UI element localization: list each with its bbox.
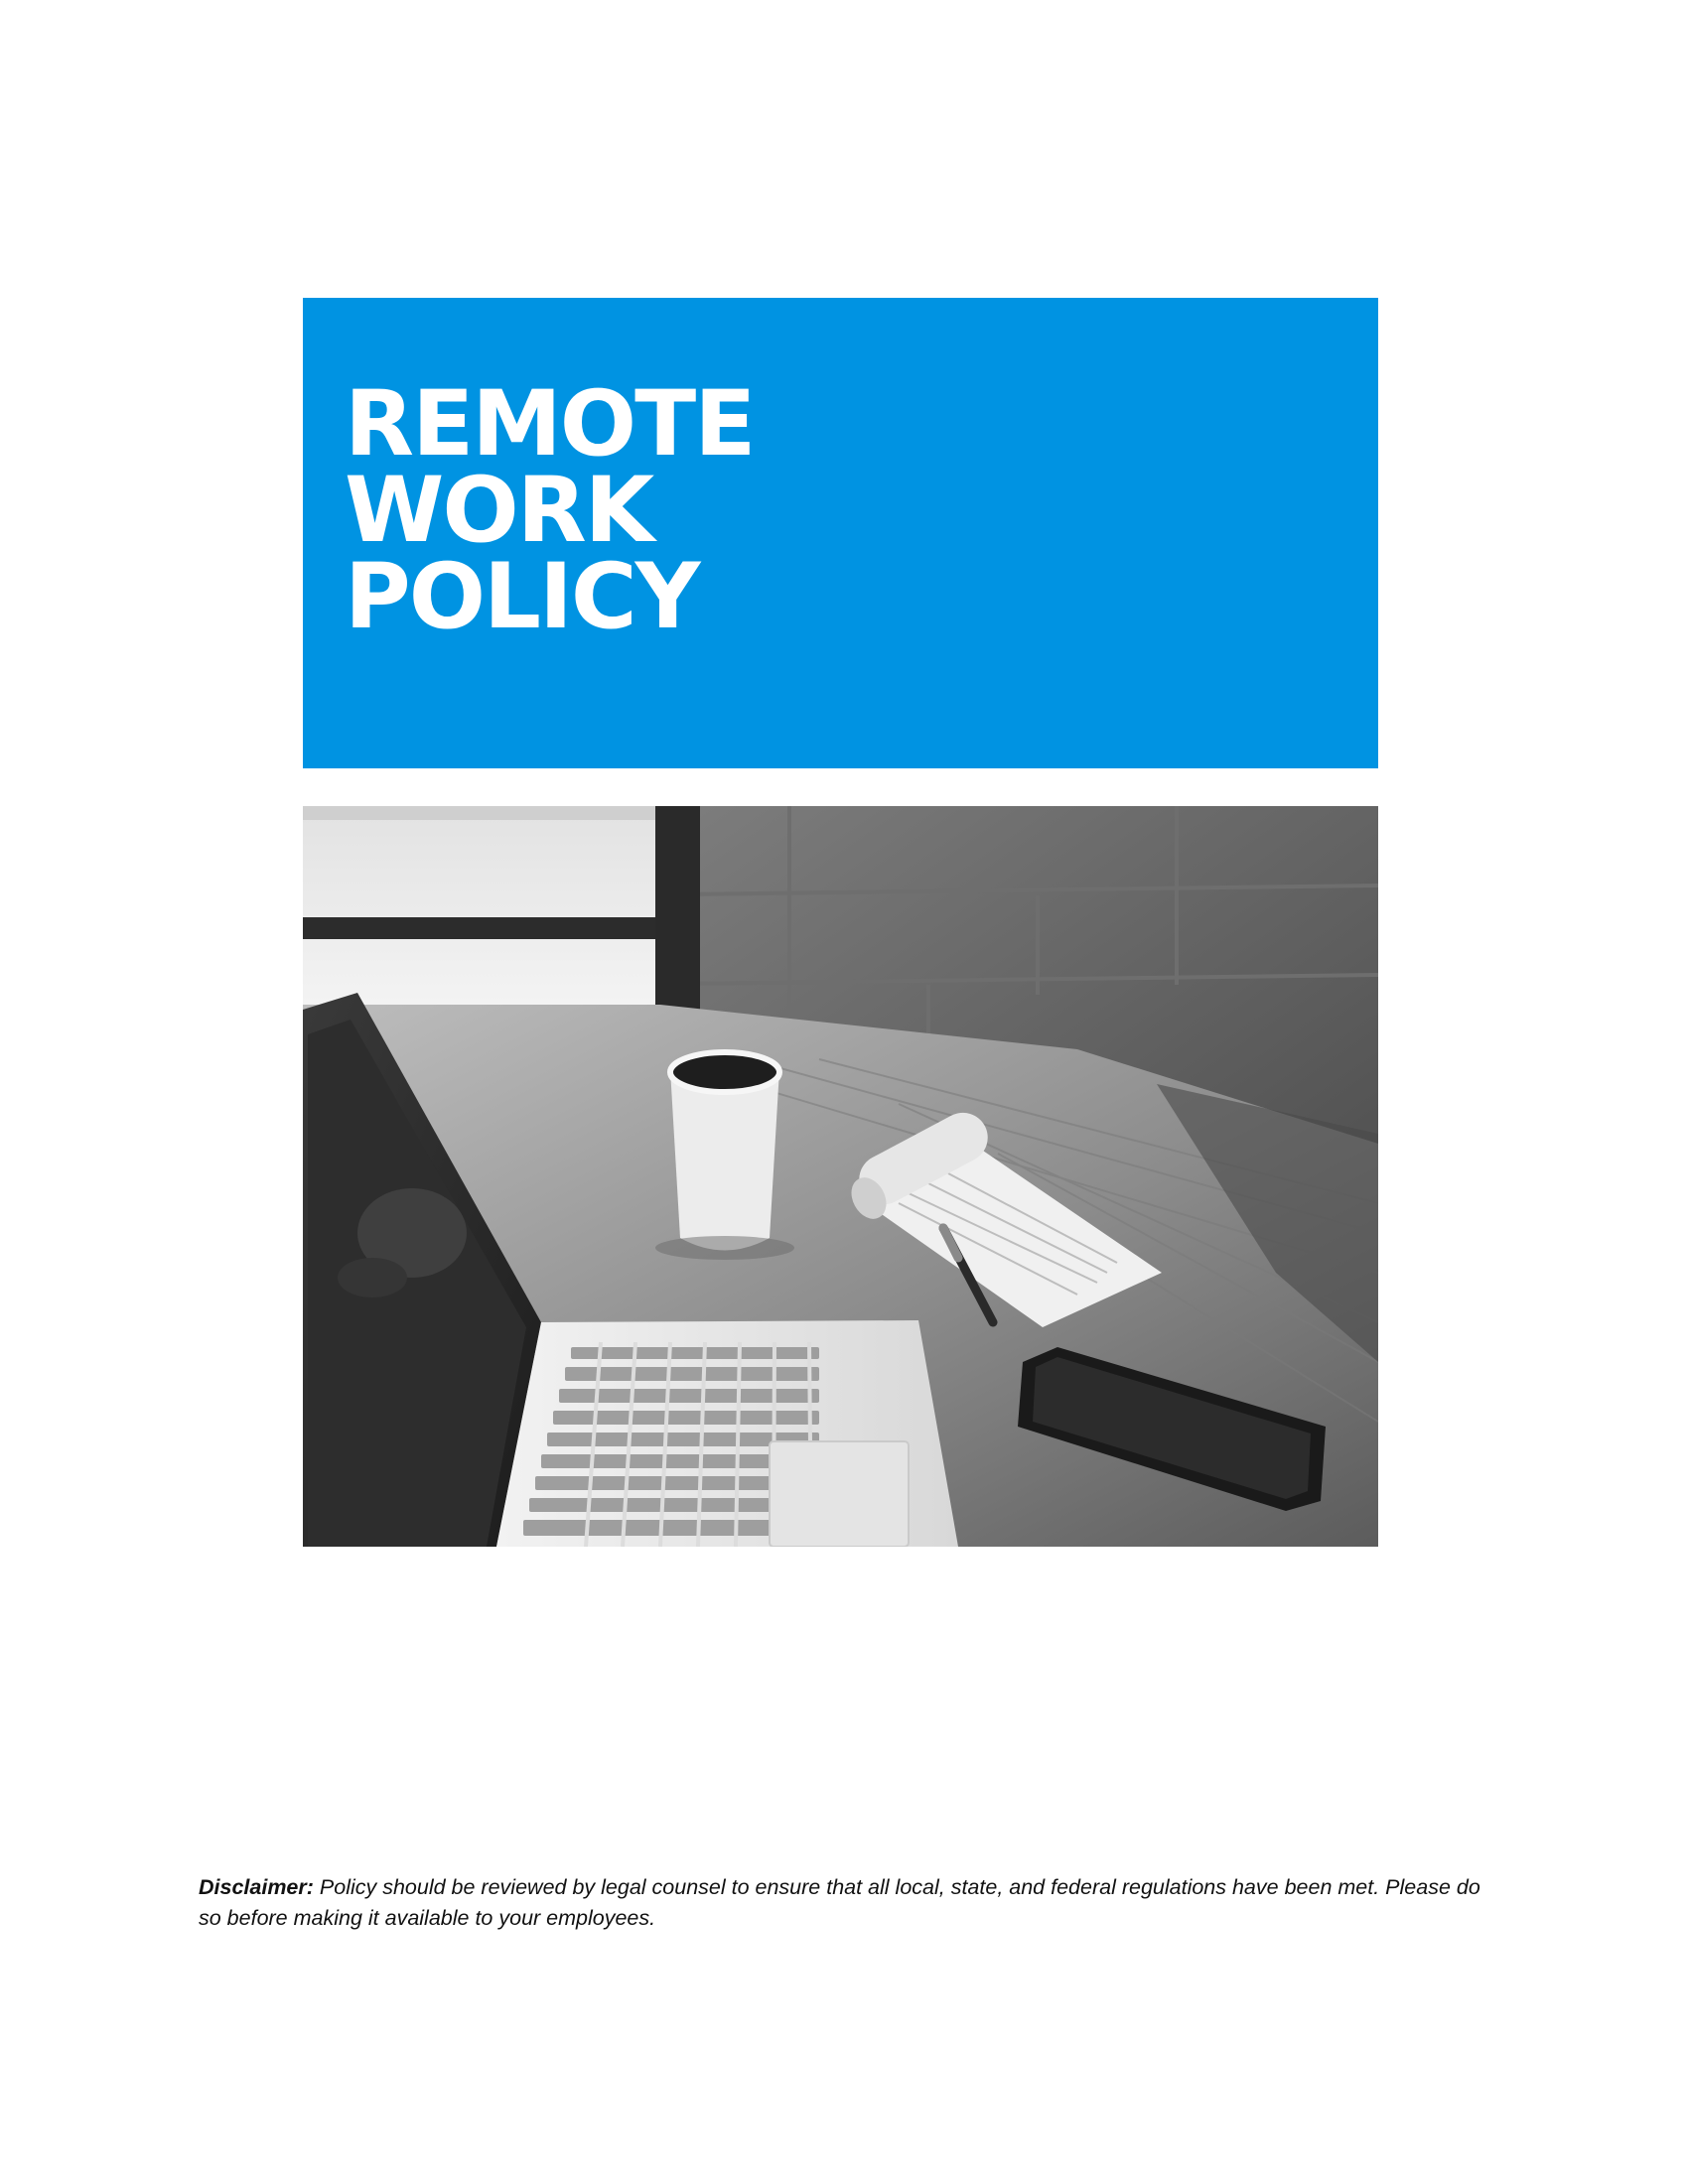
- disclaimer: [199, 1872, 1499, 1934]
- document-title: [345, 372, 755, 649]
- cover-photo: [303, 806, 1378, 1547]
- disclaimer-label: Disclaimer:: [199, 1875, 314, 1899]
- title-banner: [303, 298, 1378, 768]
- title-line-2: WORK: [345, 459, 653, 563]
- disclaimer-text: Policy should be reviewed by legal counsel to ensure that all local, state, and federal regulations have been met. Please do so before making it available to your employees.: [199, 1875, 1480, 1930]
- title-line-3: POLICY: [345, 545, 699, 649]
- desk-photo-icon: [303, 806, 1378, 1547]
- title-line-1: REMOTE: [345, 372, 755, 477]
